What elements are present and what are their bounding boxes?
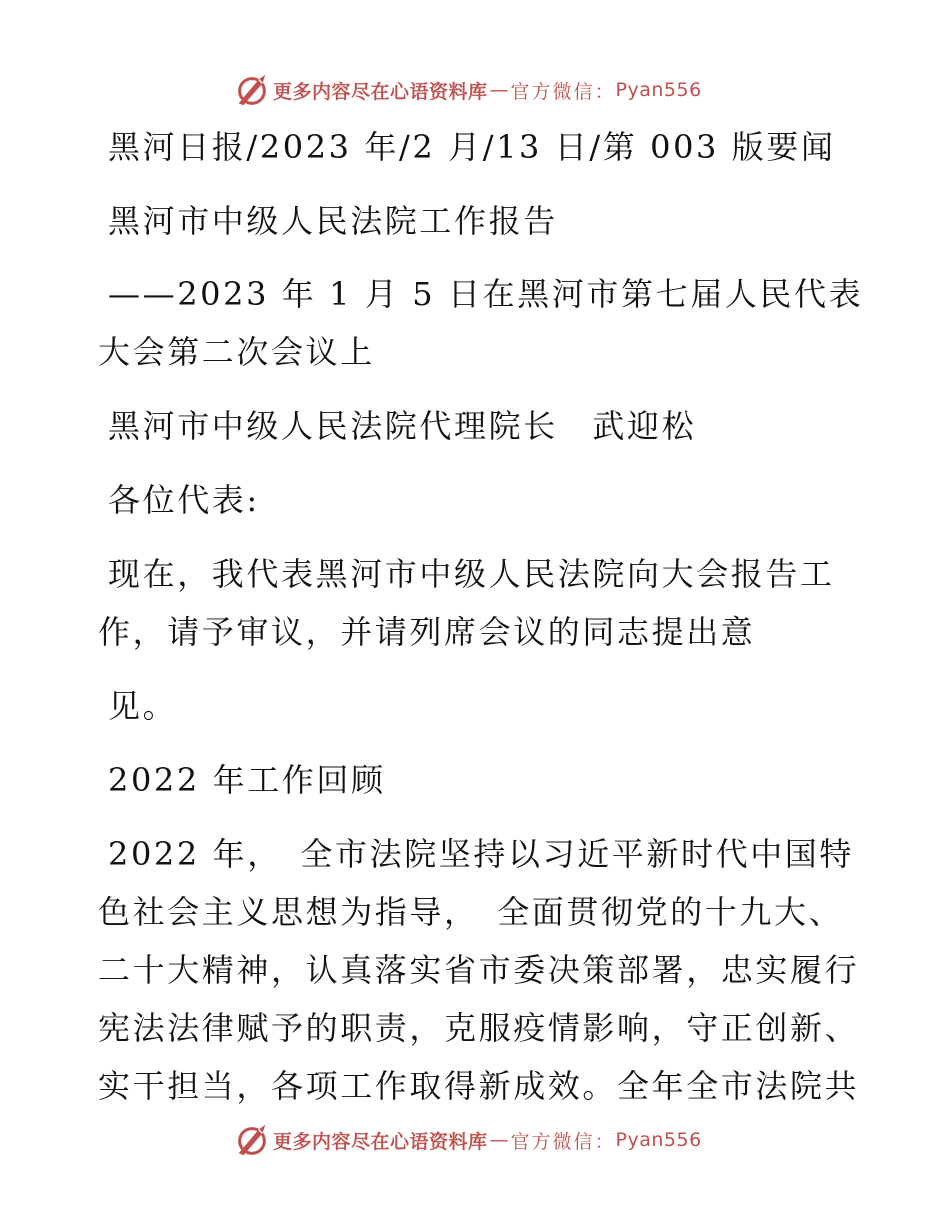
watermark-header (233, 70, 702, 110)
report-subtitle-line-1: ——2023 年 1 月 5 日在黑河市第七届人民代表 (108, 275, 864, 313)
watermark-wechat-label: 官方微信： (510, 1130, 616, 1153)
salutation: 各位代表: (108, 481, 260, 519)
body-paragraph-line-3: 二十大精神，认真落实省市委决策部署，忠实履行 (98, 951, 860, 989)
watermark-text: 更多内容尽在心语资料库 (273, 1130, 488, 1153)
pen-icon (233, 71, 271, 109)
pen-icon (233, 1121, 271, 1159)
watermark-text: 更多内容尽在心语资料库 (273, 80, 488, 103)
watermark-wechat-id: Pyan556 (615, 79, 702, 101)
section-heading: 2022 年工作回顾 (108, 761, 386, 799)
watermark-separator: — (489, 79, 509, 101)
watermark-footer (233, 1120, 702, 1160)
report-subtitle-line-2: 大会第二次会议上 (98, 333, 375, 371)
body-paragraph-line-2: 色社会主义思想为指导， 全面贯彻党的十九大、 (98, 893, 844, 931)
newspaper-source-line: 黑河日报/2023 年/2 月/13 日/第 003 版要闻 (108, 128, 836, 166)
intro-paragraph-line-1: 现在，我代表黑河市中级人民法院向大会报告工 (108, 555, 835, 593)
intro-paragraph-line-3: 见。 (108, 687, 178, 725)
report-author: 黑河市中级人民法院代理院长 武迎松 (108, 407, 697, 445)
watermark-wechat-id: Pyan556 (615, 1129, 702, 1151)
intro-paragraph-line-2: 作，请予审议，并请列席会议的同志提出意 (98, 613, 756, 651)
watermark-separator: — (489, 1129, 509, 1151)
body-paragraph-line-4: 宪法法律赋予的职责，克服疫情影响，守正创新、 (98, 1009, 860, 1047)
body-paragraph-line-5: 实干担当，各项工作取得新成效。全年全市法院共 (98, 1067, 860, 1105)
watermark-wechat-label: 官方微信： (510, 80, 616, 103)
body-paragraph-line-1: 2022 年， 全市法院坚持以习近平新时代中国特 (108, 835, 855, 873)
report-title: 黑河市中级人民法院工作报告 (108, 202, 558, 240)
